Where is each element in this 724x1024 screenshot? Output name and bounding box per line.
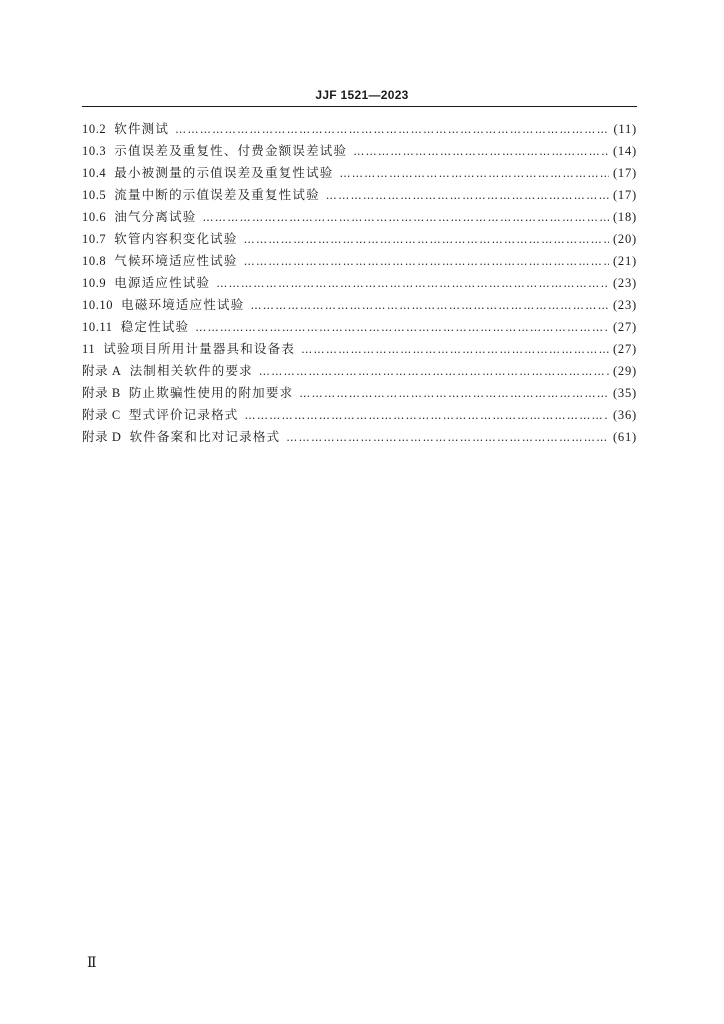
toc-section-number: 10.2 — [82, 122, 107, 136]
toc-section-title: 最小被测量的示值误差及重复性试验 — [114, 165, 334, 180]
toc-section-number: 10.4 — [82, 166, 107, 180]
toc-dot-leader — [353, 141, 609, 163]
toc-dot-leader — [244, 251, 609, 273]
toc-section-number: 10.8 — [82, 254, 107, 268]
toc-section-title: 电源适应性试验 — [114, 275, 211, 290]
toc-entry — [82, 140, 637, 162]
toc-section-number: 10.9 — [82, 276, 107, 290]
toc-appendix-label: 附录 B — [82, 386, 121, 400]
toc-section-number: 10.10 — [82, 298, 114, 312]
toc-page-number: (14) — [612, 144, 637, 158]
toc-entry — [82, 294, 637, 316]
toc-page-number: (29) — [612, 364, 637, 378]
toc-entry — [82, 206, 637, 228]
table-of-contents — [82, 118, 637, 448]
toc-page-number: (27) — [612, 342, 637, 356]
toc-dot-leader — [175, 119, 609, 141]
toc-page-number: (11) — [613, 122, 637, 136]
toc-page-number: (23) — [612, 298, 637, 312]
toc-section-title: 电磁环境适应性试验 — [121, 297, 245, 312]
toc-page-number: (18) — [612, 210, 637, 224]
toc-entry — [82, 360, 637, 382]
toc-section-number: 10.3 — [82, 144, 107, 158]
toc-page-number: (36) — [612, 408, 637, 422]
toc-section-title: 稳定性试验 — [120, 319, 190, 334]
toc-section-number: 10.7 — [82, 232, 107, 246]
toc-entry — [82, 426, 637, 448]
toc-entry — [82, 272, 637, 294]
toc-dot-leader — [202, 207, 608, 229]
toc-section-number: 11 — [82, 342, 96, 356]
toc-entry — [82, 118, 637, 140]
toc-dot-leader — [244, 405, 608, 427]
toc-dot-leader — [286, 427, 609, 449]
toc-appendix-label: 附录 D — [82, 430, 122, 444]
toc-dot-leader — [250, 295, 609, 317]
toc-page-number: (27) — [612, 320, 637, 334]
toc-entry — [82, 316, 637, 338]
toc-section-title: 油气分离试验 — [114, 209, 197, 224]
toc-section-number: 10.11 — [82, 320, 113, 334]
toc-dot-leader — [216, 273, 609, 295]
toc-section-number: 10.5 — [82, 188, 107, 202]
header-divider — [82, 106, 637, 107]
toc-page-number: (23) — [612, 276, 637, 290]
toc-page-number: (61) — [612, 430, 637, 444]
toc-section-title: 软件备案和比对记录格式 — [129, 429, 281, 444]
toc-dot-leader — [195, 317, 609, 339]
toc-page-number: (35) — [612, 386, 637, 400]
toc-section-title: 软件测试 — [114, 121, 170, 136]
toc-dot-leader — [259, 361, 609, 383]
toc-section-title: 防止欺骗性使用的附加要求 — [128, 385, 294, 400]
toc-page-number: (20) — [612, 232, 637, 246]
toc-section-title: 型式评价记录格式 — [128, 407, 239, 422]
toc-section-title: 流量中断的示值误差及重复性试验 — [114, 187, 320, 202]
toc-dot-leader — [326, 185, 609, 207]
toc-entry — [82, 338, 637, 360]
toc-page-number: (17) — [612, 166, 637, 180]
toc-entry — [82, 162, 637, 184]
document-header-title: JJF 1521—2023 — [315, 88, 409, 102]
toc-section-title: 试验项目所用计量器具和设备表 — [103, 341, 296, 356]
toc-page-number: (21) — [612, 254, 637, 268]
toc-section-number: 10.6 — [82, 210, 107, 224]
toc-section-title: 法制相关软件的要求 — [129, 363, 253, 378]
toc-page-number: (17) — [612, 188, 637, 202]
toc-entry — [82, 382, 637, 404]
toc-dot-leader — [301, 339, 609, 361]
toc-entry — [82, 228, 637, 250]
toc-section-title: 气候环境适应性试验 — [114, 253, 238, 268]
toc-dot-leader — [244, 229, 609, 251]
toc-entry — [82, 184, 637, 206]
toc-appendix-label: 附录 C — [82, 408, 121, 422]
toc-section-title: 示值误差及重复性、付费金额误差试验 — [114, 143, 348, 158]
toc-section-title: 软管内容积变化试验 — [114, 231, 238, 246]
page-number-footer: Ⅱ — [87, 956, 97, 971]
toc-appendix-label: 附录 A — [82, 364, 122, 378]
toc-dot-leader — [339, 163, 608, 185]
toc-entry — [82, 250, 637, 272]
toc-entry — [82, 404, 637, 426]
toc-dot-leader — [299, 383, 609, 405]
